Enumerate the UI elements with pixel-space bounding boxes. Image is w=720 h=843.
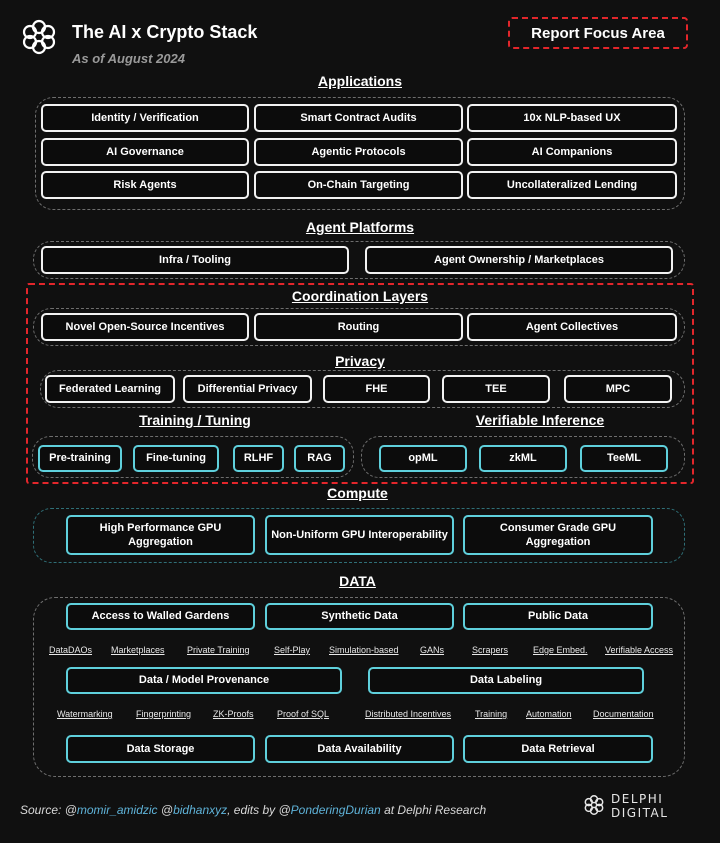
compute-title: Compute [327,485,388,501]
coord-open-source-incentives: Novel Open-Source Incentives [41,313,249,341]
compute-consumer-grade-gpu: Consumer Grade GPU Aggregation [463,515,653,555]
data-synthetic-data: Synthetic Data [265,603,454,630]
agent-ownership-marketplaces: Agent Ownership / Marketplaces [365,246,673,274]
compute-non-uniform-gpu: Non-Uniform GPU Interoperability [265,515,454,555]
training-fine-tuning: Fine-tuning [133,445,219,472]
data-tag-proof-of-sql: Proof of SQL [277,709,330,719]
data-tag-simulation-based: Simulation-based [329,645,399,655]
data-tag-automation: Automation [526,709,572,719]
data-retrieval: Data Retrieval [463,735,653,763]
agent-platforms-title: Agent Platforms [305,219,415,235]
data-tag-zk-proofs: ZK-Proofs [213,709,254,719]
app-nlp-ux: 10x NLP-based UX [467,104,677,132]
app-on-chain-targeting: On-Chain Targeting [254,171,463,199]
data-walled-gardens: Access to Walled Gardens [66,603,255,630]
app-agentic-protocols: Agentic Protocols [254,138,463,166]
delphi-digital-brand [583,792,720,820]
verifiable-title: Verifiable Inference [475,412,605,428]
report-focus-legend: Report Focus Area [508,17,688,49]
verifiable-opml: opML [379,445,467,472]
data-tag-watermarking: Watermarking [57,709,113,719]
app-uncollateralized-lending: Uncollateralized Lending [467,171,677,199]
coord-routing: Routing [254,313,463,341]
app-identity-verification: Identity / Verification [41,104,249,132]
data-tag-private-training: Private Training [187,645,250,655]
data-tag-datadaos: DataDAOs [49,645,93,655]
compute-high-performance-gpu: High Performance GPU Aggregation [66,515,255,555]
app-smart-contract-audits: Smart Contract Audits [254,104,463,132]
app-risk-agents: Risk Agents [41,171,249,199]
data-tag-training: Training [475,709,508,719]
app-ai-governance: AI Governance [41,138,249,166]
verifiable-teeml: TeeML [580,445,668,472]
app-ai-companions: AI Companions [467,138,677,166]
verifiable-zkml: zkML [479,445,567,472]
data-tag-scrapers: Scrapers [472,645,509,655]
data-tag-self-play: Self-Play [274,645,311,655]
data-tag-distributed-incentives: Distributed Incentives [365,709,452,719]
data-title: DATA [339,573,376,589]
applications-title: Applications [317,73,402,89]
data-availability: Data Availability [265,735,454,763]
training-rlhf: RLHF [233,445,284,472]
coord-agent-collectives: Agent Collectives [467,313,677,341]
source-handle-3[interactable]: PonderingDurian [290,803,381,817]
data-public-data: Public Data [463,603,653,630]
page-title: The AI x Crypto Stack [72,22,258,42]
training-rag: RAG [294,445,345,472]
data-tag-marketplaces: Marketplaces [111,645,165,655]
page-subtitle: As of August 2024 [72,51,185,66]
source-handle-1[interactable]: momir_amidzic [76,803,158,817]
delphi-logo-icon [583,794,605,819]
coordination-title: Coordination Layers [291,288,429,304]
brand-text: DELPHI DIGITAL [611,792,669,820]
privacy-tee: TEE [442,375,550,403]
data-labeling: Data Labeling [368,667,644,694]
training-pre-training: Pre-training [38,445,122,472]
data-tag-gans: GANs [420,645,445,655]
data-tag-verifiable-access: Verifiable Access [605,645,674,655]
privacy-mpc: MPC [564,375,672,403]
source-handle-2[interactable]: bidhanxyz [173,803,228,817]
delphi-logo-icon [20,18,58,56]
agent-infra-tooling: Infra / Tooling [41,246,349,274]
privacy-fhe: FHE [323,375,430,403]
privacy-differential-privacy: Differential Privacy [183,375,312,403]
data-tag-documentation: Documentation [593,709,654,719]
data-tag-edge-embed: Edge Embed. [533,645,588,655]
training-title: Training / Tuning [139,412,251,428]
data-model-provenance: Data / Model Provenance [66,667,342,694]
source-credit: Source: @momir_amidzic @bidhanxyz, edits by @PonderingDurian at Delphi Research [20,803,487,817]
privacy-federated-learning: Federated Learning [45,375,175,403]
data-storage: Data Storage [66,735,255,763]
privacy-title: Privacy [335,353,385,369]
data-tag-fingerprinting: Fingerprinting [136,709,192,719]
